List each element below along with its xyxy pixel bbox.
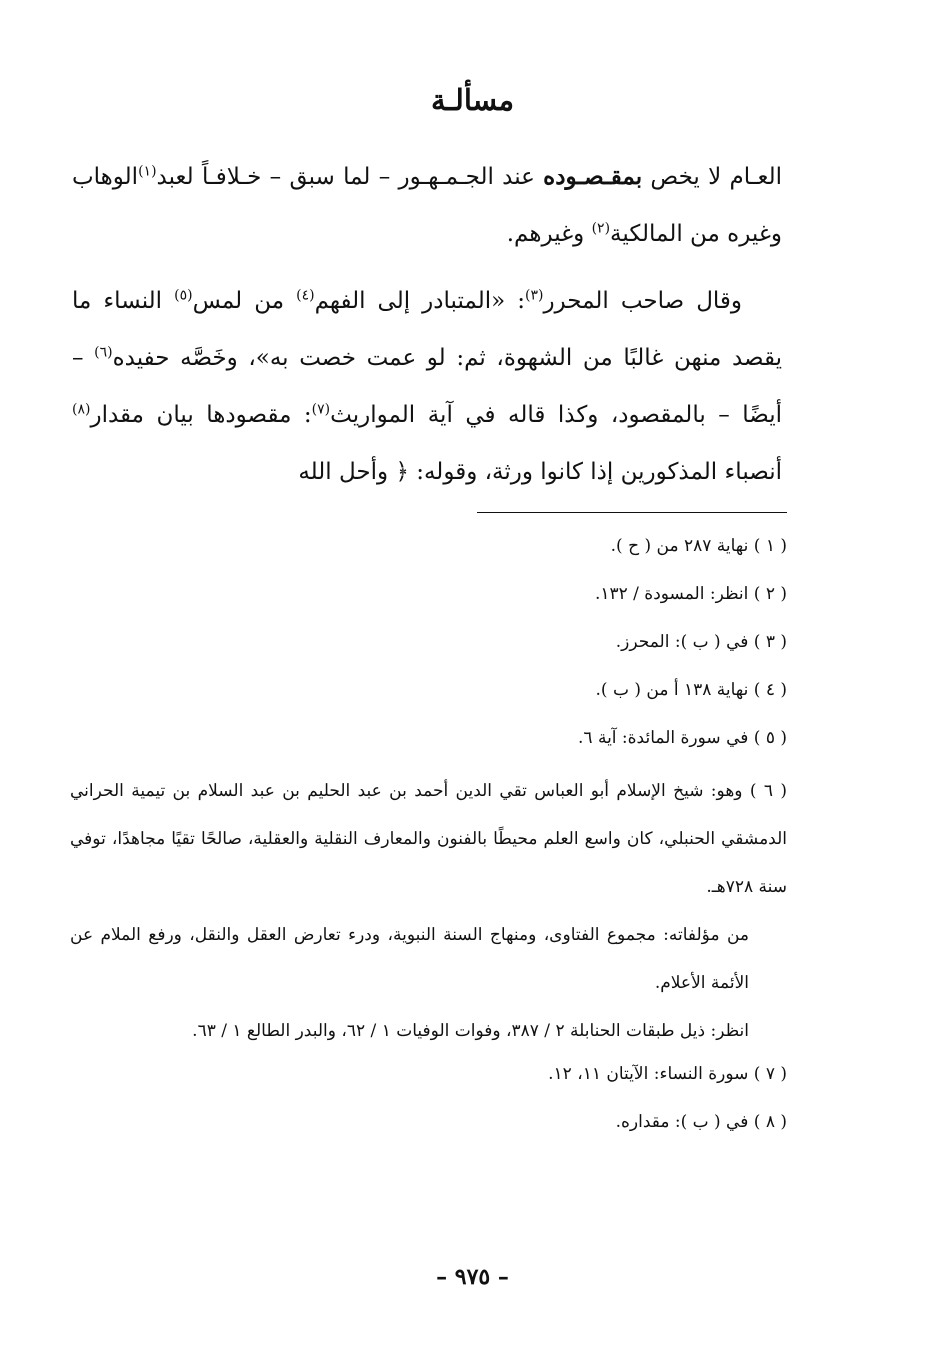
p2-text-3: من لمس — [192, 288, 297, 314]
paragraph-2 — [72, 273, 782, 501]
paragraph-1 — [72, 148, 782, 263]
p1-text-4: وغيرهم. — [506, 221, 592, 247]
page-number: – ٩٧٥ – — [436, 1264, 509, 1290]
footnote-ref-8: (٨) — [72, 401, 91, 418]
footnote-1: ( ١ ) نهاية ٢٨٧ من ( ح ). — [610, 536, 787, 556]
footnote-6-refs: انظر: ذيل طبقات الحنابلة ٢ / ٣٨٧، وفوات الوفيات ١ / ٦٢، والبدر الطالع ١ / ٦٣. — [192, 1021, 749, 1041]
footnote-8: ( ٨ ) في ( ب ): مقداره. — [615, 1112, 787, 1132]
footnote-ref-2: (٢) — [591, 220, 611, 237]
p2-text-5: – أيضًا – بالمقصود، وكذا قاله في آية المواريث — [72, 345, 782, 428]
footnote-2: ( ٢ ) انظر: المسودة / ١٣٢. — [594, 584, 787, 604]
footnote-6: ( ٦ ) وهو: شيخ الإسلام أبو العباس تقي الدين أحمد بن عبد الحليم بن عبد السلام بن تيمية الحراني الدمشقي الحنبلي، كان واسع العلم محيطًا بالفنون والمعارف النقلية والعقلية، صالحًا تقيًا مجاهدًا، توفي سنة ٧٢٨هـ. — [70, 781, 787, 897]
footnotes — [70, 527, 787, 1151]
section-title: مسألـة — [430, 83, 515, 117]
footnote-7: ( ٧ ) سورة النساء: الآيتان ١١، ١٢. — [548, 1064, 787, 1084]
footnote-3: ( ٣ ) في ( ب ): المحرز. — [615, 632, 787, 652]
p1-bold-word: بمقـصـوده — [543, 163, 643, 190]
main-text — [72, 148, 782, 501]
p2-text-2: : «المتبادر إلى الفهم — [314, 288, 525, 314]
p1-text-2: عند الجـمـهـور – لما سبق – خـلافـاً لعبد — [156, 164, 544, 190]
footnote-ref-4: (٤) — [296, 287, 315, 304]
footnote-ref-3: (٣) — [524, 287, 544, 304]
footnote-ref-6: (٦) — [94, 344, 113, 361]
footnote-4: ( ٤ ) نهاية ١٣٨ أ من ( ب ). — [595, 680, 787, 700]
p2-text-6: : مقصودها بيان مقدار — [90, 402, 312, 428]
p1-text-3: الوهاب وغيره من المالكية — [72, 164, 782, 247]
p2-text-4: النساء ما يقصد منهن غالبًا من الشهوة، ثم: لو عمت خصت به»، وخَصَّه حفيده — [72, 288, 782, 371]
footnote-ref-5: (٥) — [174, 287, 193, 304]
footnote-6-works: من مؤلفاته: مجموع الفتاوى، ومنهاج السنة النبوية، ودرء تعارض العقل والنقل، ورفع الملام عن الأئمة الأعلام. — [70, 925, 749, 993]
footnote-ref-1: (١) — [138, 163, 157, 180]
p1-text-1: العـام لا يخص — [642, 164, 782, 190]
footnote-separator — [477, 512, 787, 513]
p2-text-7: أنصباء المذكورين إذا كانوا ورثة، وقوله: ﴿ وأحل الله — [298, 459, 782, 485]
footnote-ref-7: (٧) — [311, 401, 331, 418]
footnote-5: ( ٥ ) في سورة المائدة: آية ٦. — [578, 728, 787, 748]
p2-text-1: وقال صاحب المحرر — [543, 288, 743, 314]
